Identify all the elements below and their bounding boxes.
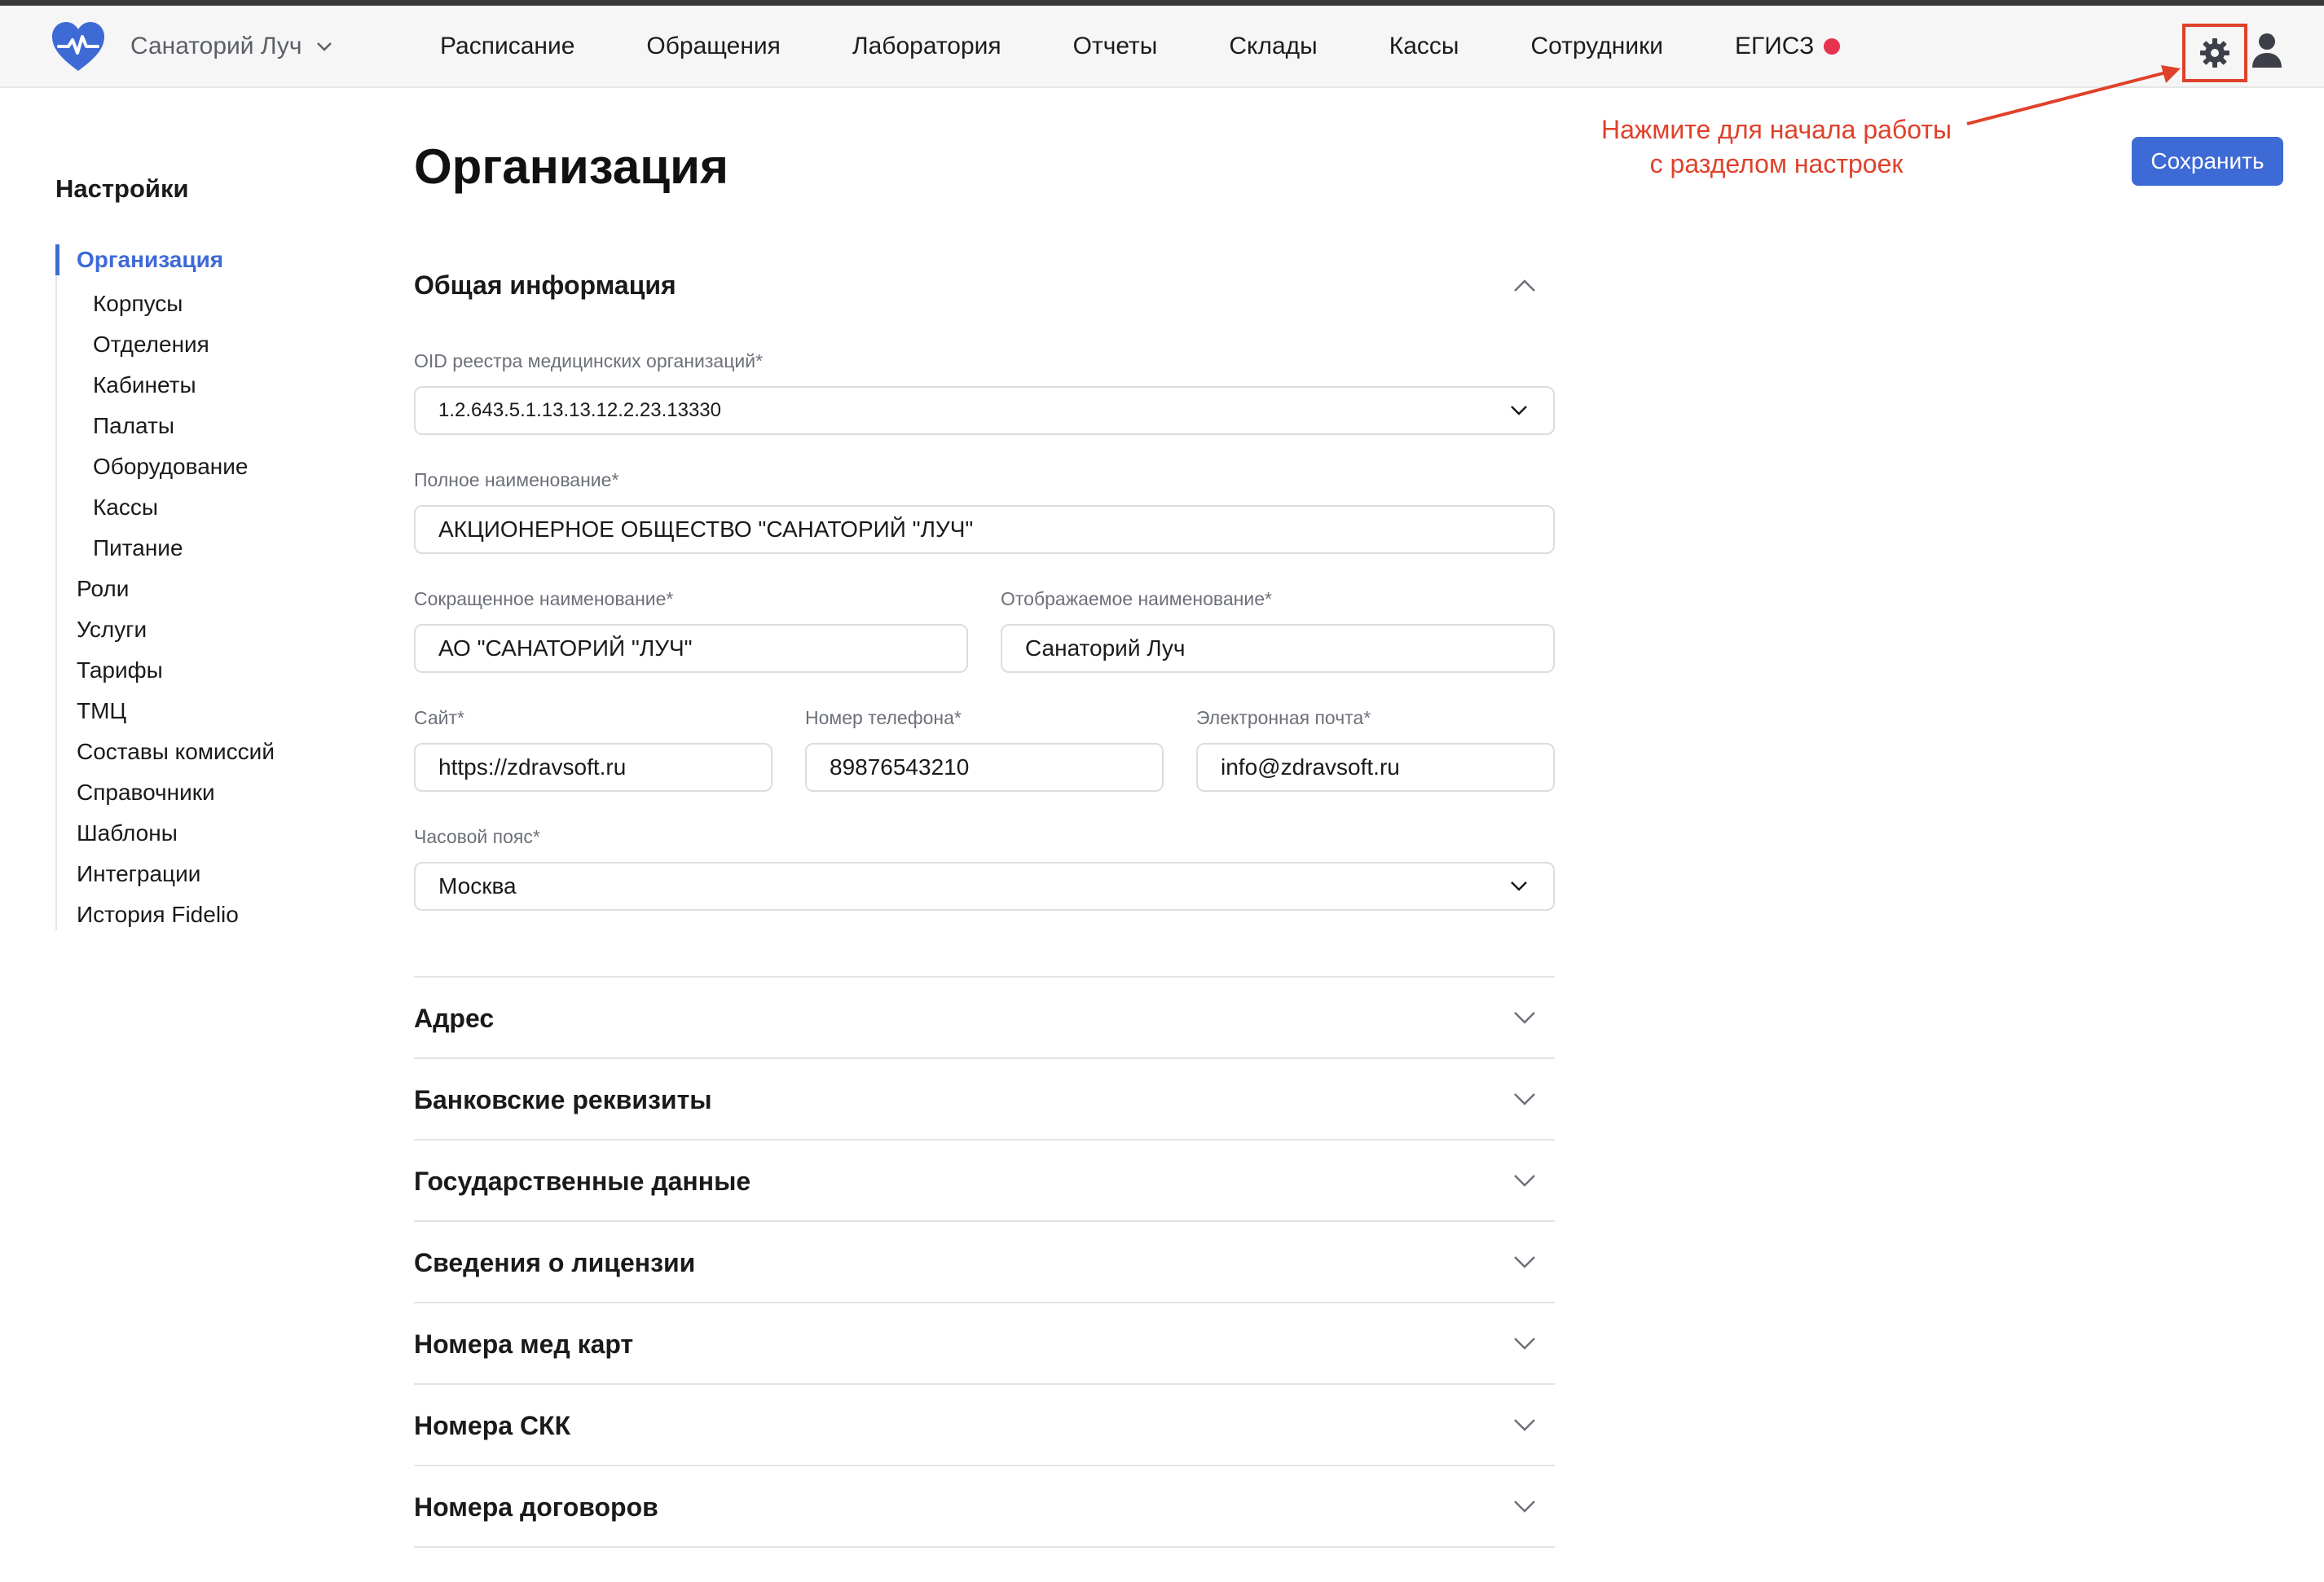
sidebar-item-buildings[interactable]: Корпусы — [93, 291, 183, 316]
section-state-data-title: Государственные данные — [414, 1166, 751, 1196]
section-skk-numbers-header[interactable] — [414, 1401, 1555, 1450]
sidebar-item-cashboxes[interactable]: Кассы — [93, 494, 159, 520]
phone-field[interactable] — [805, 743, 1164, 792]
gear-icon — [2199, 37, 2231, 69]
section-bank-details-title: Банковские реквизиты — [414, 1084, 712, 1114]
callout-line-1: Нажмите для начала работы — [1601, 115, 1952, 144]
section-license-title: Сведения о лицензии — [414, 1247, 696, 1277]
chevron-down-icon — [1512, 1255, 1537, 1271]
nav-item-reports[interactable]: Отчеты — [1072, 33, 1158, 59]
full-name-label: Полное наименование* — [414, 469, 619, 490]
chevron-down-icon — [1512, 1417, 1537, 1434]
section-divider — [414, 1465, 1555, 1466]
sidebar-title: Настройки — [55, 174, 189, 203]
chevron-down-icon — [1512, 1173, 1537, 1189]
site-label: Сайт* — [414, 707, 464, 728]
section-contract-numbers-header[interactable] — [414, 1483, 1555, 1531]
main-nav — [440, 30, 1840, 63]
timezone-value: Москва — [438, 873, 517, 899]
sidebar-item-templates[interactable]: Шаблоны — [77, 820, 178, 846]
section-contract-numbers-title: Номера договоров — [414, 1492, 658, 1522]
sidebar-rail — [55, 244, 57, 930]
section-bank-details-header[interactable] — [414, 1075, 1555, 1124]
timezone-select[interactable] — [414, 862, 1555, 911]
window-top-border — [0, 0, 2324, 6]
section-skk-numbers-title: Номера СКК — [414, 1410, 571, 1440]
section-address-title: Адрес — [414, 1003, 495, 1033]
display-name-label: Отображаемое наименование* — [1001, 588, 1272, 609]
oid-select[interactable] — [414, 386, 1555, 435]
email-field[interactable] — [1196, 743, 1555, 792]
sidebar-item-services[interactable]: Услуги — [77, 617, 147, 642]
section-divider — [414, 1383, 1555, 1385]
short-name-label: Сокращенное наименование* — [414, 588, 674, 609]
chevron-down-icon — [1512, 1499, 1537, 1515]
sidebar-active-indicator — [55, 244, 59, 275]
save-button[interactable]: Сохранить — [2132, 137, 2283, 186]
sidebar-item-offices[interactable]: Кабинеты — [93, 372, 196, 398]
chevron-up-icon — [1512, 277, 1537, 293]
chevron-down-icon — [315, 37, 333, 55]
nav-item-cashboxes[interactable]: Кассы — [1389, 33, 1459, 59]
nav-item-employees[interactable]: Сотрудники — [1530, 33, 1663, 59]
chevron-down-icon — [1512, 1010, 1537, 1026]
phone-label: Номер телефона* — [805, 707, 962, 728]
nav-item-egisz-label: ЕГИСЗ — [1734, 33, 1815, 59]
section-divider — [414, 1057, 1555, 1059]
chevron-down-icon — [1512, 1336, 1537, 1352]
oid-value: 1.2.643.5.1.13.13.12.2.23.13330 — [438, 399, 721, 421]
section-address-header[interactable] — [414, 994, 1555, 1043]
nav-item-warehouses[interactable]: Склады — [1229, 33, 1318, 59]
callout-line-2: с разделом настроек — [1649, 149, 1904, 178]
user-icon[interactable] — [2251, 32, 2283, 68]
page-title: Организация — [414, 139, 728, 194]
section-divider — [414, 976, 1555, 978]
oid-label: OID реестра медицинских организаций* — [414, 350, 764, 371]
sidebar-item-roles[interactable]: Роли — [77, 576, 130, 601]
nav-item-appeals[interactable]: Обращения — [646, 33, 781, 59]
nav-item-schedule[interactable]: Расписание — [440, 33, 575, 59]
timezone-label: Часовой пояс* — [414, 826, 540, 847]
egisz-status-dot — [1824, 38, 1840, 55]
section-medcard-numbers-title: Номера мед карт — [414, 1329, 634, 1359]
settings-hint-callout — [1532, 112, 2021, 181]
sidebar-item-equipment[interactable]: Оборудование — [93, 454, 249, 479]
nav-item-laboratory[interactable]: Лаборатория — [852, 33, 1001, 59]
sidebar-item-organization[interactable]: Организация — [77, 247, 224, 272]
chevron-down-icon — [1512, 1092, 1537, 1108]
sidebar-item-fidelio-history[interactable]: История Fidelio — [77, 902, 239, 927]
section-divider — [414, 1220, 1555, 1222]
sidebar-item-integrations[interactable]: Интеграции — [77, 861, 201, 886]
section-state-data-header[interactable] — [414, 1157, 1555, 1206]
full-name-field[interactable] — [414, 505, 1555, 554]
section-medcard-numbers-header[interactable] — [414, 1320, 1555, 1369]
heart-pulse-logo-icon[interactable] — [51, 20, 106, 73]
organization-name: Санаторий Луч — [130, 33, 302, 59]
sidebar-item-nutrition[interactable]: Питание — [93, 535, 183, 560]
section-divider — [414, 1546, 1555, 1548]
chevron-down-icon — [1509, 404, 1529, 417]
section-divider — [414, 1139, 1555, 1140]
section-license-header[interactable] — [414, 1238, 1555, 1287]
sidebar-item-departments[interactable]: Отделения — [93, 332, 209, 357]
sidebar-item-inventory[interactable]: ТМЦ — [77, 698, 127, 723]
sidebar-item-tariffs[interactable]: Тарифы — [77, 657, 163, 683]
site-field[interactable] — [414, 743, 772, 792]
section-general-info-title: Общая информация — [414, 270, 676, 300]
sidebar-item-directories[interactable]: Справочники — [77, 780, 215, 805]
display-name-field[interactable] — [1001, 624, 1555, 673]
chevron-down-icon — [1509, 880, 1529, 893]
sidebar-item-commissions[interactable]: Составы комиссий — [77, 739, 275, 764]
nav-item-egisz[interactable] — [1735, 33, 1840, 60]
email-label: Электронная почта* — [1196, 707, 1371, 728]
section-general-info-header[interactable] — [414, 261, 1555, 310]
short-name-field[interactable] — [414, 624, 968, 673]
sidebar-item-wards[interactable]: Палаты — [93, 413, 174, 438]
section-divider — [414, 1302, 1555, 1303]
organization-switcher[interactable] — [130, 30, 333, 63]
